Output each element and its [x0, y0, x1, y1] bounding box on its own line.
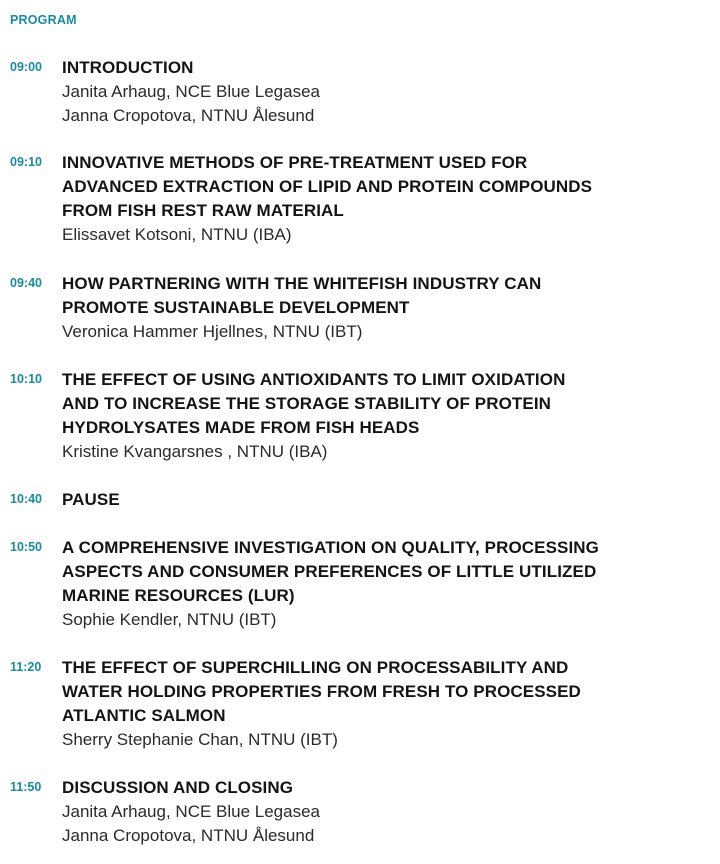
agenda-speaker: Janna Cropotova, NTNU Ålesund: [62, 106, 315, 125]
agenda-title: INTRODUCTION: [62, 58, 194, 77]
agenda-speaker: Kristine Kvangarsnes , NTNU (IBA): [62, 442, 328, 461]
agenda-title: PAUSE: [62, 490, 120, 509]
agenda-title: THE EFFECT OF USING ANTIOXIDANTS TO LIMIT OXIDATION AND TO INCREASE THE STORAGE STABILITY OF PROTEIN HYDROLYSATES MADE FROM FISH HEADS: [62, 370, 566, 437]
agenda-speaker: Janita Arhaug, NCE Blue Legasea: [62, 82, 321, 101]
agenda-title: THE EFFECT OF SUPERCHILLING ON PROCESSABILITY AND WATER HOLDING PROPERTIES FROM FRESH TO PROCESSED ATLANTIC SALMON: [62, 658, 581, 725]
agenda-time: 09:00: [10, 60, 42, 74]
agenda-time: 11:20: [10, 660, 42, 674]
agenda-time: 10:10: [10, 372, 42, 386]
agenda-time: 11:50: [10, 780, 42, 794]
program-label: PROGRAM: [10, 13, 77, 27]
agenda-time: 10:40: [10, 492, 42, 506]
agenda-title: HOW PARTNERING WITH THE WHITEFISH INDUSTRY CAN PROMOTE SUSTAINABLE DEVELOPMENT: [62, 274, 542, 317]
agenda-title: DISCUSSION AND CLOSING: [62, 778, 294, 797]
agenda-time: 09:10: [10, 155, 42, 169]
agenda-speaker: Janita Arhaug, NCE Blue Legasea: [62, 802, 321, 821]
agenda-time: 10:50: [10, 540, 42, 554]
agenda-speaker: Janna Cropotova, NTNU Ålesund: [62, 826, 315, 845]
agenda-speaker: Sophie Kendler, NTNU (IBT): [62, 610, 277, 629]
agenda-title: INNOVATIVE METHODS OF PRE-TREATMENT USED FOR ADVANCED EXTRACTION OF LIPID AND PROTEIN COMPOUNDS FROM FISH REST RAW MATERIAL: [62, 153, 593, 220]
agenda-speaker: Elissavet Kotsoni, NTNU (IBA): [62, 225, 292, 244]
agenda-title: A COMPREHENSIVE INVESTIGATION ON QUALITY, PROCESSING ASPECTS AND CONSUMER PREFERENCES OF LITTLE UTILIZED MARINE RESOURCES (LUR): [62, 538, 599, 605]
agenda-speaker: Sherry Stephanie Chan, NTNU (IBT): [62, 730, 338, 749]
agenda-speaker: Veronica Hammer Hjellnes, NTNU (IBT): [62, 322, 363, 341]
agenda-time: 09:40: [10, 276, 42, 290]
